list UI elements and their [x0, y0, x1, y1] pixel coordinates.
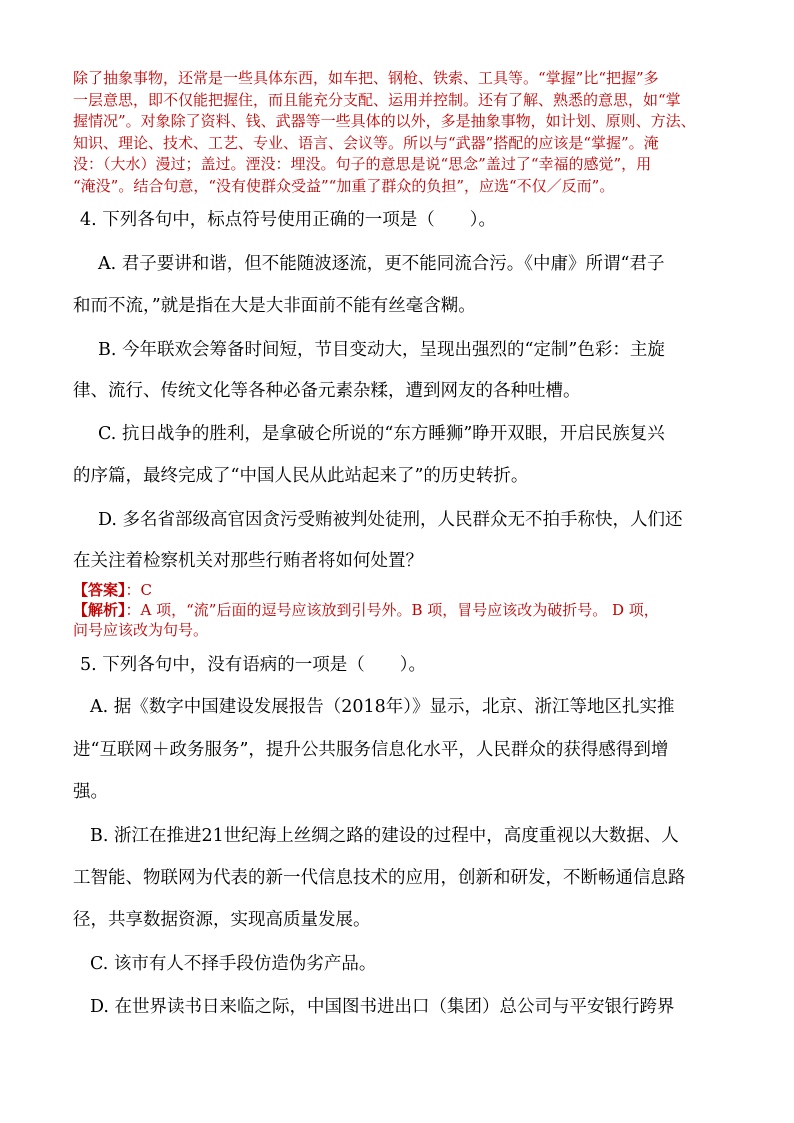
- q4-option-d-line1: D. 多名省部级高官因贪污受贿被判处徒刑，人民群众无不拍手称快，人们还: [98, 510, 683, 530]
- q5-option-c-line1: C. 该市有人不择手段仿造伪劣产品。: [90, 954, 377, 974]
- explanation-line: 没：（大水）漫过；盖过。湮没：埋没。句子的意思是说“思念”盖过了“幸福的感觉”，用: [73, 155, 652, 173]
- analysis-tag: 【解析】: [73, 601, 126, 619]
- q4-option-b-line1: B. 今年联欢会筹备时间短，节目变动大，呈现出强烈的“定制”色彩：主旋: [98, 340, 665, 360]
- q4-option-c-line1: C. 抗日战争的胜利，是拿破仑所说的“东方睡狮”睁开双眼，开启民族复兴: [98, 424, 665, 444]
- q5-option-d-line1: D. 在世界读书日来临之际，中国图书进出口（集团）总公司与平安银行跨界: [90, 997, 675, 1017]
- q4-option-b-line2: 律、流行、传统文化等各种必备元素杂糅，遭到网友的各种吐槽。: [73, 381, 581, 401]
- q5-option-a-line3: 强。: [73, 782, 108, 802]
- explanation-line: 握情况”。对象除了资料、钱、武器等一些具体的以外，多是抽象事物，如计划、原则、方法、: [73, 112, 696, 130]
- answer-value: ：C: [125, 581, 152, 599]
- explanation-line: 知识、理论、技术、工艺、专业、语言、会议等。所以与“武器”搭配的应该是“掌握”。淹: [73, 133, 659, 152]
- explanation-block: [73, 68, 741, 197]
- explanation-line: 除了抽象事物，还常是一些具体东西，如车把、钢枪、铁索、工具等。“掌握”比“把握”多: [73, 69, 659, 87]
- q4-analysis: [73, 600, 659, 640]
- q4-option-c-line2: 的序篇，最终完成了“中国人民从此站起来了”的历史转折。: [73, 466, 529, 486]
- answer-tag: 【答案】: [73, 581, 126, 599]
- q4-option-a-line2: 和而不流，”就是指在大是大非面前不能有丝毫含糊。: [73, 296, 476, 316]
- analysis-line: 问号应该改为句号。: [73, 621, 209, 639]
- q4-option-d-line2: 在关注着检察机关对那些行贿者将如何处置？: [73, 551, 423, 571]
- q5-option-a-line2: 进“互联网＋政务服务”，提升公共服务信息化水平，人民群众的获得感得到增: [73, 740, 669, 760]
- q5-option-b-line3: 径，共享数据资源，实现高质量发展。: [73, 910, 371, 930]
- explanation-line: “淹没”。结合句意，“没有使群众受益”“加重了群众的负担”，应选“不仅／反而”。: [73, 176, 615, 195]
- q4-option-a-line1: A. 君子要讲和谐，但不能随波逐流，更不能同流合污。《中庸》所谓“君子: [98, 254, 665, 274]
- q5-option-a-line1: A. 据《数字中国建设发展报告（2018年）》显示，北京、浙江等地区扎实推: [90, 697, 675, 717]
- q5-option-b-line1: B. 浙江在推进21世纪海上丝绸之路的建设的过程中，高度重视以大数据、人: [90, 826, 679, 846]
- q5-option-b-line2: 工智能、物联网为代表的新一代信息技术的应用，创新和研发，不断畅通信息路: [73, 868, 686, 888]
- q4-stem: 4. 下列各句中，标点符号使用正确的一项是（ ）。: [80, 210, 497, 230]
- q4-answer: [73, 579, 152, 600]
- q5-stem: 5. 下列各句中，没有语病的一项是（ ）。: [80, 655, 427, 675]
- explanation-line: 一层意思，即不仅能把握住，而且能充分支配、运用并控制。还有了解、熟悉的意思，如“掌: [73, 90, 681, 109]
- analysis-line: ：A 项，“流”后面的逗号应该放到引号外。B 项，冒号应该改为破折号。 D 项，: [125, 601, 659, 619]
